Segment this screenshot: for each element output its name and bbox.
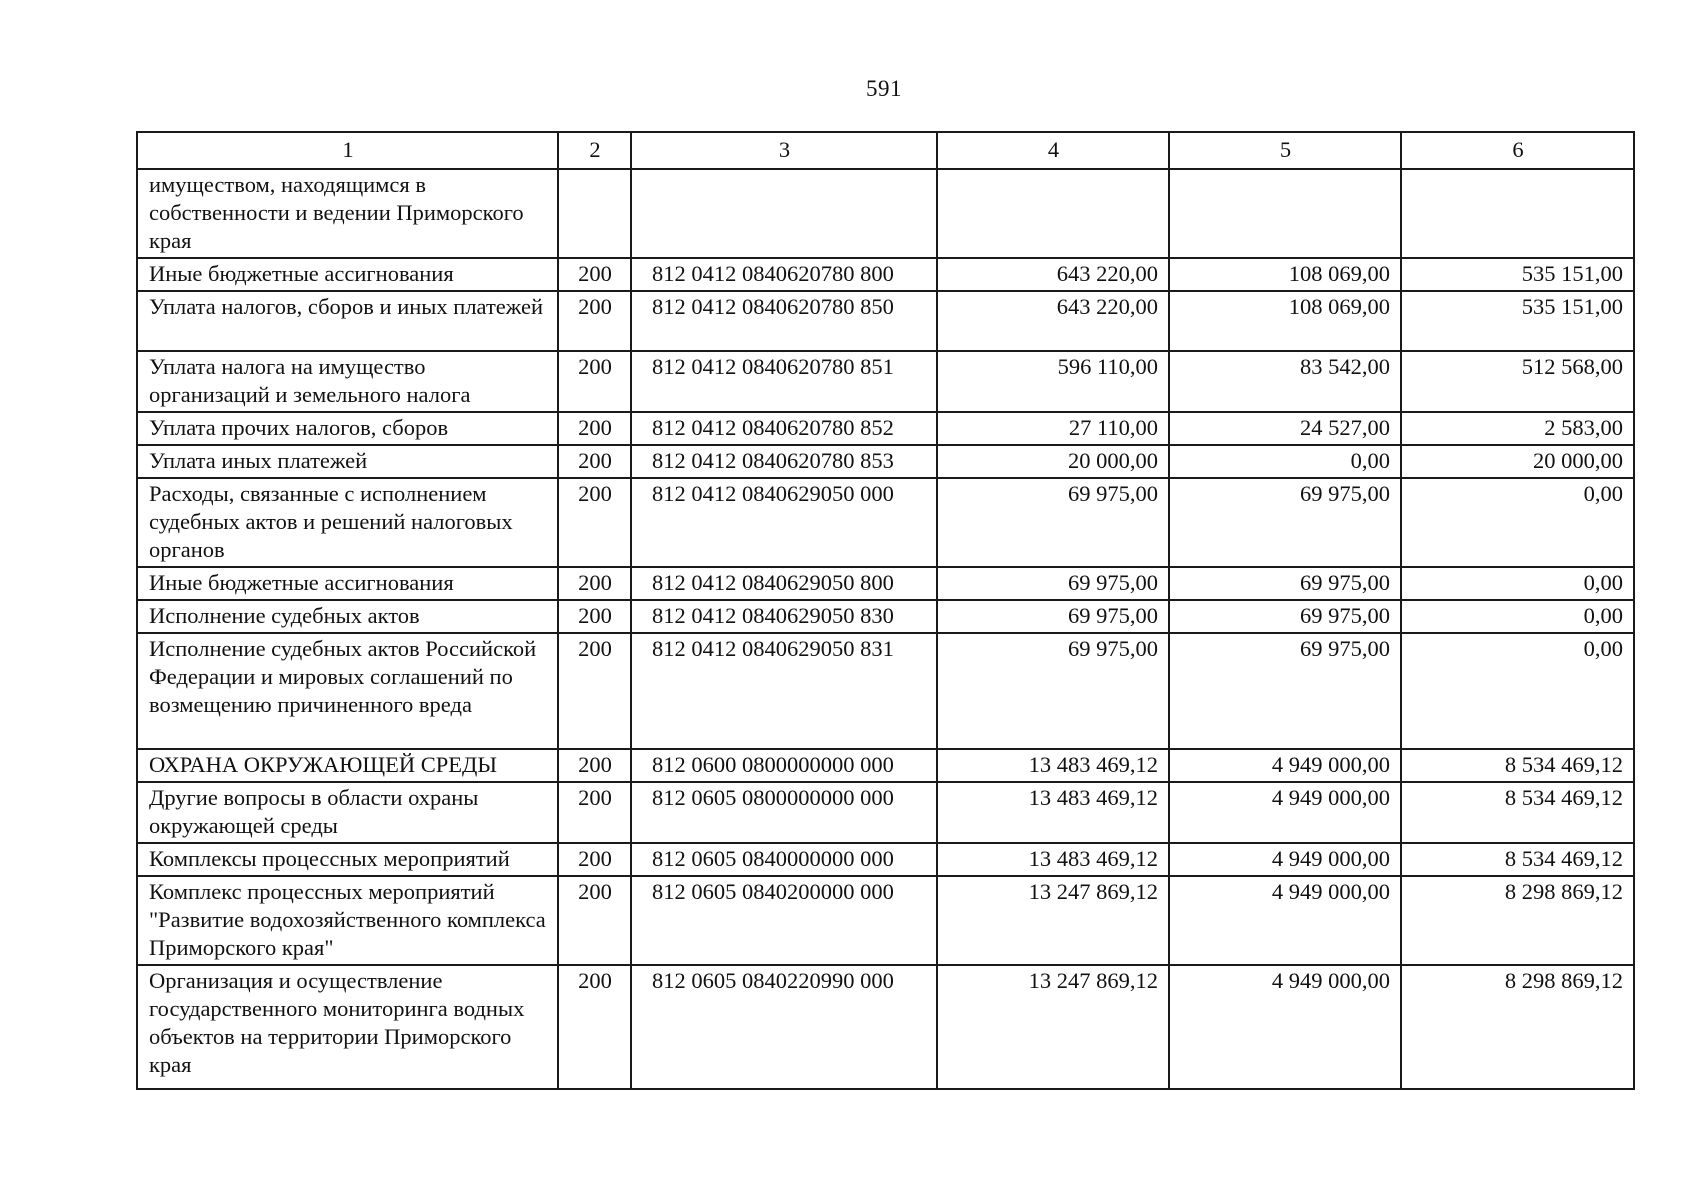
row-kbk: 812 0412 0840629050 800 [631, 567, 937, 600]
row-code: 200 [558, 749, 631, 782]
table-row [137, 291, 1634, 351]
table-row [137, 749, 1634, 782]
row-kbk: 812 0605 0800000000 000 [631, 782, 937, 843]
row-amount-6: 8 534 469,12 [1401, 749, 1634, 782]
row-kbk: 812 0412 0840620780 852 [631, 412, 937, 445]
row-code: 200 [558, 258, 631, 291]
row-name: Уплата налога на имущество организаций и земельного налога [137, 351, 558, 412]
row-kbk: 812 0412 0840629050 831 [631, 633, 937, 749]
page-number: 591 [866, 76, 902, 101]
row-amount-6: 2 583,00 [1401, 412, 1634, 445]
row-code [558, 169, 631, 258]
row-code: 200 [558, 445, 631, 478]
row-kbk: 812 0412 0840620780 800 [631, 258, 937, 291]
row-amount-6 [1401, 169, 1634, 258]
row-amount-4: 69 975,00 [937, 478, 1169, 567]
row-name: Другие вопросы в области охраны окружающей среды [137, 782, 558, 843]
row-name: Комплексы процессных мероприятий [137, 843, 558, 876]
row-amount-4: 20 000,00 [937, 445, 1169, 478]
row-code: 200 [558, 478, 631, 567]
row-amount-5: 4 949 000,00 [1169, 876, 1401, 965]
row-amount-4: 13 247 869,12 [937, 876, 1169, 965]
row-amount-5: 4 949 000,00 [1169, 782, 1401, 843]
row-amount-4: 643 220,00 [937, 258, 1169, 291]
table-row [137, 258, 1634, 291]
row-amount-5 [1169, 169, 1401, 258]
column-header: 5 [1169, 132, 1401, 169]
table-row [137, 782, 1634, 843]
row-kbk: 812 0412 0840620780 850 [631, 291, 937, 351]
header-row [137, 132, 1634, 169]
row-amount-4: 69 975,00 [937, 600, 1169, 633]
row-kbk: 812 0605 0840000000 000 [631, 843, 937, 876]
row-name: Иные бюджетные ассигнования [137, 258, 558, 291]
row-amount-6: 8 298 869,12 [1401, 876, 1634, 965]
row-code: 200 [558, 782, 631, 843]
row-amount-5: 0,00 [1169, 445, 1401, 478]
row-kbk: 812 0412 0840620780 851 [631, 351, 937, 412]
column-header: 4 [937, 132, 1169, 169]
row-amount-5: 83 542,00 [1169, 351, 1401, 412]
row-amount-5: 4 949 000,00 [1169, 965, 1401, 1089]
row-amount-4: 13 483 469,12 [937, 749, 1169, 782]
table-row [137, 633, 1634, 749]
row-kbk: 812 0412 0840629050 830 [631, 600, 937, 633]
row-name: Исполнение судебных актов Российской Федерации и мировых соглашений по возмещению причиненного вреда [137, 633, 558, 749]
table-row [137, 351, 1634, 412]
row-code: 200 [558, 291, 631, 351]
table-row [137, 567, 1634, 600]
row-amount-4: 13 483 469,12 [937, 782, 1169, 843]
row-amount-4: 596 110,00 [937, 351, 1169, 412]
row-code: 200 [558, 843, 631, 876]
row-amount-5: 69 975,00 [1169, 633, 1401, 749]
row-kbk: 812 0600 0800000000 000 [631, 749, 937, 782]
row-name: Уплата прочих налогов, сборов [137, 412, 558, 445]
row-amount-6: 535 151,00 [1401, 258, 1634, 291]
row-code: 200 [558, 633, 631, 749]
row-amount-6: 0,00 [1401, 478, 1634, 567]
row-amount-6: 20 000,00 [1401, 445, 1634, 478]
row-amount-4: 643 220,00 [937, 291, 1169, 351]
row-amount-6: 0,00 [1401, 567, 1634, 600]
row-name: Исполнение судебных актов [137, 600, 558, 633]
row-amount-6: 8 298 869,12 [1401, 965, 1634, 1089]
row-name: ОХРАНА ОКРУЖАЮЩЕЙ СРЕДЫ [137, 749, 558, 782]
column-header: 3 [631, 132, 937, 169]
table-row [137, 876, 1634, 965]
row-name: Расходы, связанные с исполнением судебных актов и решений налоговых органов [137, 478, 558, 567]
table-row [137, 600, 1634, 633]
row-name: Уплата иных платежей [137, 445, 558, 478]
budget-table [136, 131, 1635, 1090]
column-header: 6 [1401, 132, 1634, 169]
row-amount-4 [937, 169, 1169, 258]
table-row [137, 478, 1634, 567]
row-amount-5: 108 069,00 [1169, 258, 1401, 291]
table-row [137, 169, 1634, 258]
row-code: 200 [558, 600, 631, 633]
table-row [137, 843, 1634, 876]
row-amount-5: 4 949 000,00 [1169, 843, 1401, 876]
row-amount-6: 535 151,00 [1401, 291, 1634, 351]
row-amount-6: 8 534 469,12 [1401, 782, 1634, 843]
row-kbk: 812 0412 0840629050 000 [631, 478, 937, 567]
row-name: Уплата налогов, сборов и иных платежей [137, 291, 558, 351]
row-code: 200 [558, 412, 631, 445]
row-amount-5: 69 975,00 [1169, 567, 1401, 600]
row-amount-4: 69 975,00 [937, 633, 1169, 749]
row-amount-4: 69 975,00 [937, 567, 1169, 600]
row-name: Комплекс процессных мероприятий "Развитие водохозяйственного комплекса Приморского края" [137, 876, 558, 965]
row-code: 200 [558, 351, 631, 412]
row-amount-5: 4 949 000,00 [1169, 749, 1401, 782]
table-row [137, 412, 1634, 445]
row-kbk: 812 0605 0840220990 000 [631, 965, 937, 1089]
row-amount-4: 27 110,00 [937, 412, 1169, 445]
row-amount-5: 69 975,00 [1169, 600, 1401, 633]
table-row [137, 965, 1634, 1089]
row-name: имуществом, находящимся в собственности и ведении Приморского края [137, 169, 558, 258]
row-kbk [631, 169, 937, 258]
column-header: 1 [137, 132, 558, 169]
row-amount-4: 13 247 869,12 [937, 965, 1169, 1089]
row-amount-6: 0,00 [1401, 633, 1634, 749]
row-name: Иные бюджетные ассигнования [137, 567, 558, 600]
row-amount-6: 0,00 [1401, 600, 1634, 633]
table-row [137, 445, 1634, 478]
row-kbk: 812 0412 0840620780 853 [631, 445, 937, 478]
row-amount-6: 8 534 469,12 [1401, 843, 1634, 876]
row-code: 200 [558, 965, 631, 1089]
row-amount-6: 512 568,00 [1401, 351, 1634, 412]
row-code: 200 [558, 876, 631, 965]
row-amount-5: 108 069,00 [1169, 291, 1401, 351]
row-amount-5: 24 527,00 [1169, 412, 1401, 445]
row-name: Организация и осуществление государственного мониторинга водных объектов на территории Приморского края [137, 965, 558, 1089]
row-code: 200 [558, 567, 631, 600]
column-header: 2 [558, 132, 631, 169]
row-kbk: 812 0605 0840200000 000 [631, 876, 937, 965]
row-amount-5: 69 975,00 [1169, 478, 1401, 567]
row-amount-4: 13 483 469,12 [937, 843, 1169, 876]
